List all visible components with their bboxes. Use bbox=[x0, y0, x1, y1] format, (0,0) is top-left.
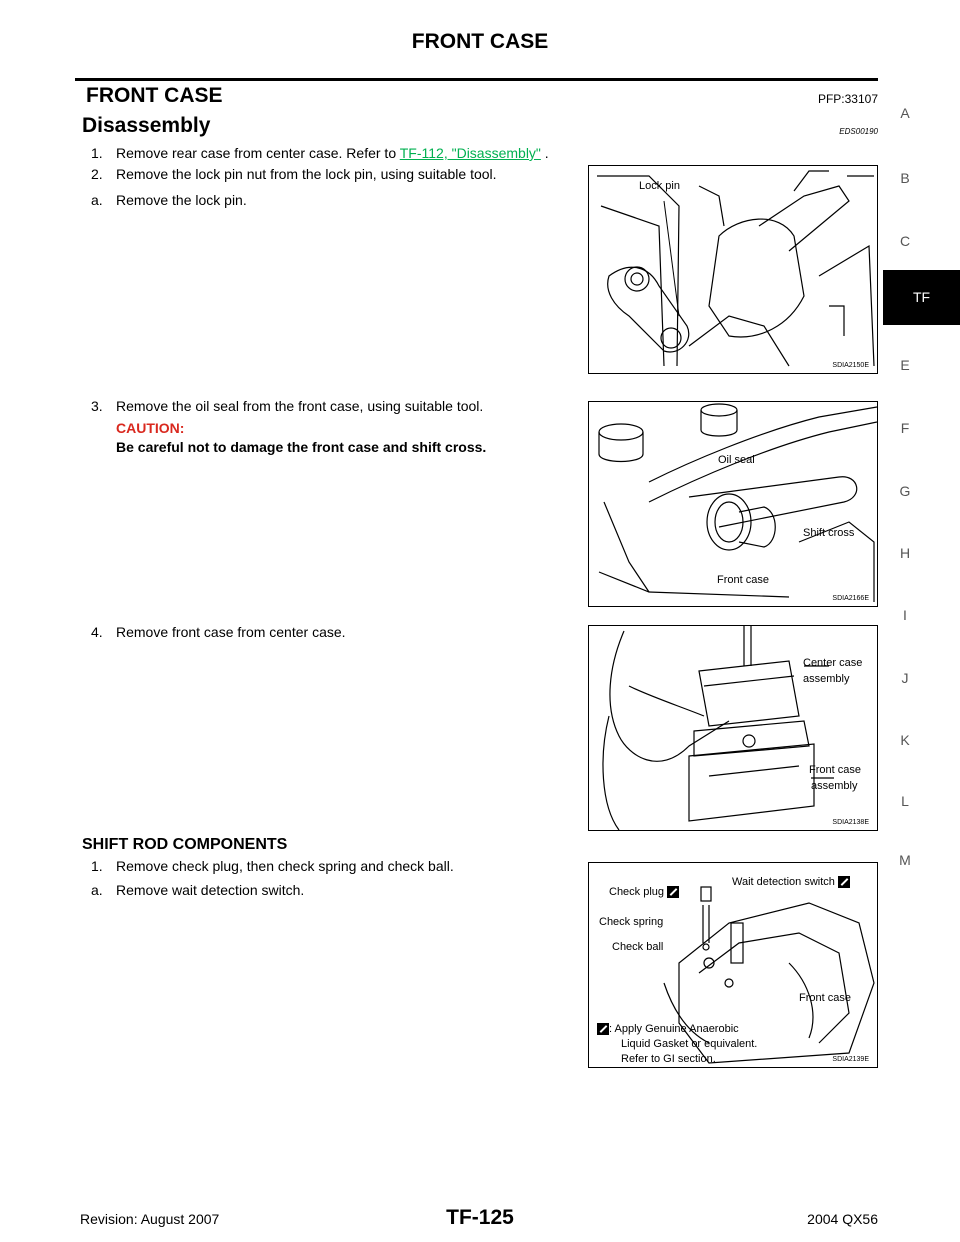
step-text: Remove the lock pin. bbox=[116, 192, 247, 208]
page-header-title: FRONT CASE bbox=[411, 30, 549, 53]
front-case-label: Front case bbox=[717, 574, 769, 586]
step-number: a. bbox=[91, 882, 103, 898]
header-rule bbox=[75, 78, 878, 81]
legend-line-1: : Apply Genuine Anaerobic bbox=[609, 1023, 739, 1035]
caution-label: CAUTION: bbox=[116, 420, 185, 436]
caution-text: Be careful not to damage the front case and shift cross. bbox=[116, 439, 487, 455]
step-number: 1. bbox=[91, 858, 103, 874]
index-tab-a[interactable]: A bbox=[900, 105, 910, 121]
index-tab-b[interactable]: B bbox=[900, 170, 910, 186]
section-title: FRONT CASE bbox=[86, 84, 223, 107]
check-spring-label: Check spring bbox=[599, 916, 664, 928]
gasket-icon bbox=[597, 1023, 609, 1035]
step-text: Remove the lock pin nut from the lock pin, using suitable tool. bbox=[116, 166, 497, 182]
index-tab-tf-active[interactable]: TF bbox=[883, 270, 960, 325]
center-case-label-line1: Center case bbox=[803, 657, 863, 669]
step-number: 3. bbox=[91, 398, 103, 414]
check-plug-label bbox=[609, 886, 679, 898]
index-tab-k[interactable]: K bbox=[900, 732, 910, 748]
figure-code: SDIA2139E bbox=[832, 1056, 869, 1063]
figure-lock-pin bbox=[588, 165, 878, 374]
index-tab-f[interactable]: F bbox=[900, 420, 910, 436]
index-tab-i[interactable]: I bbox=[903, 607, 907, 623]
check-ball-label: Check ball bbox=[612, 941, 664, 953]
front-case-assembly-label-line1: Front case bbox=[809, 764, 861, 776]
footer-revision: Revision: August 2007 bbox=[80, 1211, 220, 1227]
gasket-icon bbox=[667, 886, 679, 898]
step-text-end: . bbox=[540, 145, 549, 161]
figure-front-case-removal bbox=[588, 625, 878, 831]
front-case-assembly-label-line2: assembly bbox=[811, 780, 858, 792]
eds-code: EDS00190 bbox=[839, 127, 878, 136]
figure-code: SDIA2166E bbox=[832, 595, 869, 602]
step-text: Remove check plug, then check spring and check ball. bbox=[116, 858, 454, 874]
gasket-icon bbox=[838, 876, 850, 888]
index-tab-j[interactable]: J bbox=[901, 670, 909, 686]
shift-rod-components-heading: SHIFT ROD COMPONENTS bbox=[82, 836, 288, 853]
index-tab-l[interactable]: L bbox=[901, 793, 909, 809]
subsection-title: Disassembly bbox=[82, 114, 211, 137]
figure-oil-seal bbox=[588, 401, 878, 607]
figure-code: SDIA2150E bbox=[832, 362, 869, 369]
figure-code: SDIA2138E bbox=[832, 819, 869, 826]
step-text: Remove the oil seal from the front case, using suitable tool. bbox=[116, 398, 484, 414]
wait-detection-switch-text: Wait detection switch bbox=[732, 876, 835, 888]
step-number: a. bbox=[91, 192, 103, 208]
figure-shift-rod-components bbox=[588, 862, 878, 1068]
gasket-legend bbox=[597, 1022, 757, 1067]
step-text: Remove front case from center case. bbox=[116, 624, 346, 640]
center-case-label-line2: assembly bbox=[803, 673, 850, 685]
index-tab-e[interactable]: E bbox=[900, 357, 910, 373]
legend-line-2: Liquid Gasket or equivalent. bbox=[621, 1038, 758, 1050]
step-number: 1. bbox=[91, 145, 103, 161]
index-tab-c[interactable]: C bbox=[899, 233, 911, 249]
legend-line-3: Refer to GI section. bbox=[621, 1053, 716, 1065]
footer-model: 2004 QX56 bbox=[807, 1211, 878, 1227]
oil-seal-label: Oil seal bbox=[718, 454, 755, 466]
footer-page-number: TF-125 bbox=[446, 1206, 514, 1229]
disassembly-reference-link[interactable]: TF-112, "Disassembly" bbox=[399, 145, 541, 161]
check-plug-text: Check plug bbox=[609, 886, 665, 898]
index-tab-m[interactable]: M bbox=[899, 852, 911, 868]
index-tab-g[interactable]: G bbox=[899, 483, 911, 499]
pfp-code: PFP:33107 bbox=[817, 92, 878, 106]
shift-cross-label: Shift cross bbox=[803, 527, 855, 539]
step-text: Remove rear case from center case. Refer to bbox=[116, 145, 400, 161]
index-tab-h[interactable]: H bbox=[899, 545, 911, 561]
lock-pin-label: Lock pin bbox=[639, 180, 680, 192]
step-text: Remove wait detection switch. bbox=[116, 882, 305, 898]
front-case-label: Front case bbox=[799, 992, 851, 1004]
lock-pin-illustration bbox=[589, 166, 877, 373]
wait-detection-switch-label bbox=[732, 876, 850, 888]
step-number: 2. bbox=[91, 166, 103, 182]
step-number: 4. bbox=[91, 624, 103, 640]
